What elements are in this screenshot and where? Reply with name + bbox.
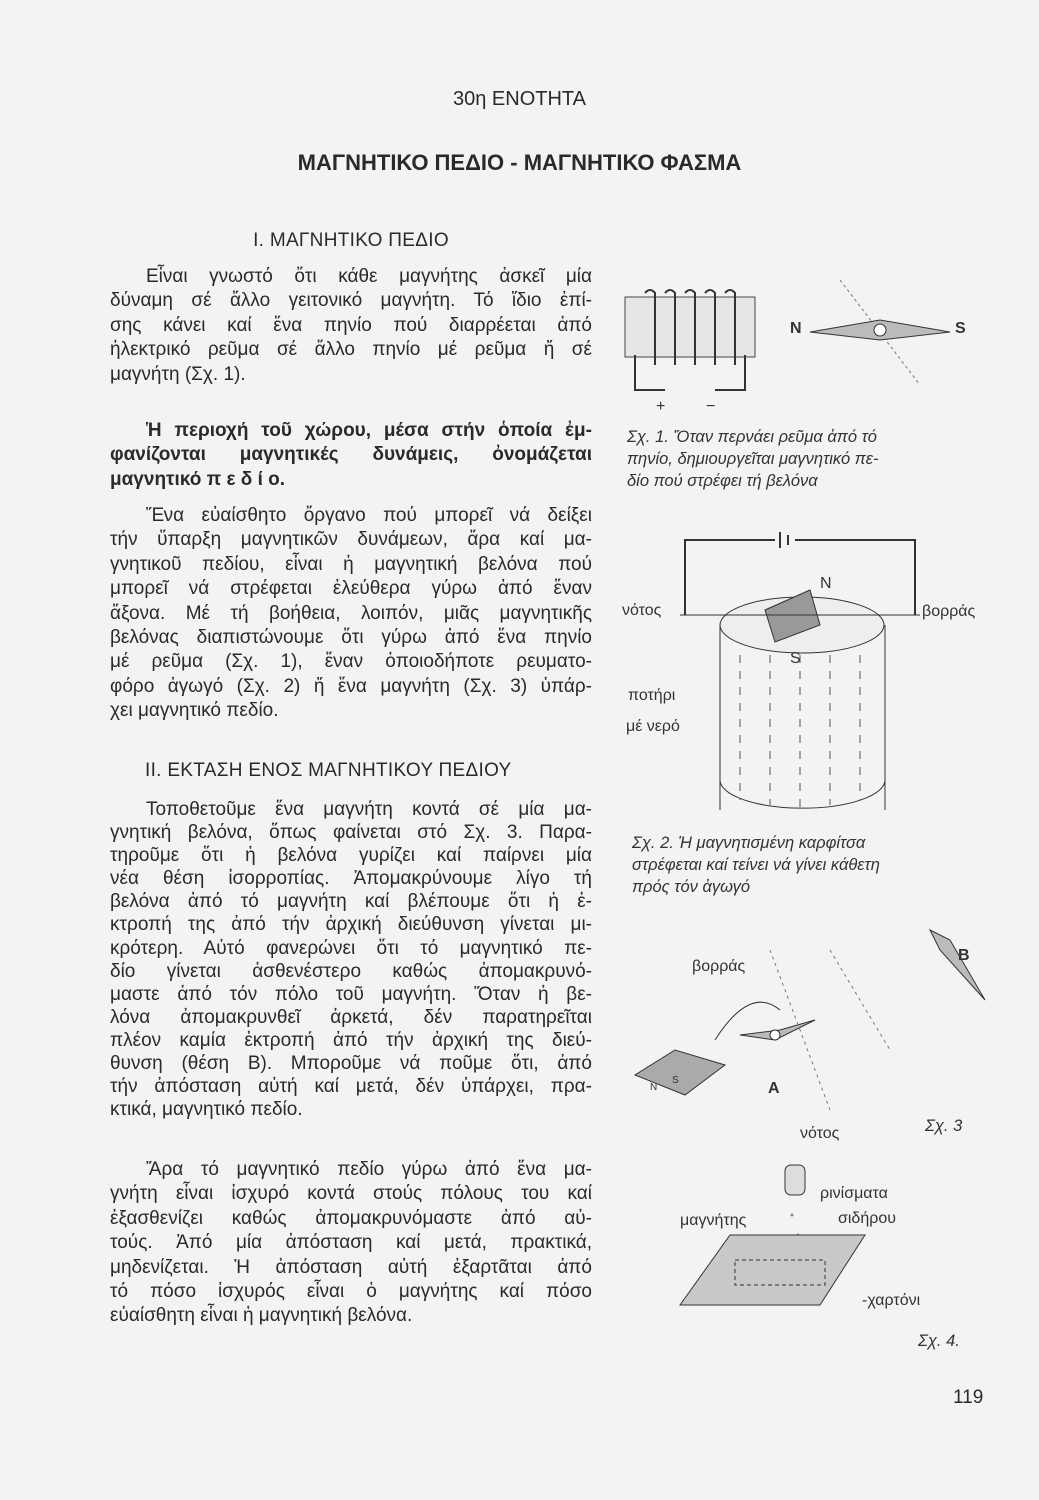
cardboard-label: -χαρτόνι [862, 1292, 921, 1309]
text-line: πρός τόν ἀγωγό [632, 878, 751, 896]
text-line: στρέφεται καί τείνει νά γίνει κάθετη [632, 856, 880, 874]
minus-terminal: − [706, 398, 716, 415]
south-pole-label: S [955, 320, 966, 337]
filings-label-2: σιδήρου [838, 1210, 896, 1227]
position-b-label: B [958, 947, 970, 964]
needle-s-label: S [790, 650, 801, 667]
compass-needle-icon [810, 280, 950, 390]
glass-label: ποτήρι [628, 687, 676, 704]
text-line: μπορεῖ νά στρέφεται ἐλεύθερα γύρω ἀπό ἕναν [110, 578, 592, 600]
text-line: Ἡ περιοχή τοῦ χώρου, μέσα στήν ὁποία ἐμ- [146, 420, 592, 441]
text-line: κρότερη. Αὐτό φανερώνει ὅτι τό μαγνητικό πε- [110, 937, 592, 959]
text-line: γνητική βελόνα, ὅπως φαίνεται στό Σχ. 3. Παρα- [110, 822, 592, 844]
text-line: φόρο ἀγωγό (Σχ. 2) ἤ ἕνα μαγνήτη (Σχ. 3) ὑπάρ- [110, 675, 592, 697]
text-line: Τοποθετοῦμε ἕνα μαγνήτη κοντά σέ μία μα- [146, 799, 592, 820]
text-line: Εἶναι γνωστό ὅτι κάθε μαγνήτης ἀσκεῖ μία [146, 266, 592, 287]
south-label: νότος [800, 1125, 840, 1142]
north-pole-label: N [790, 320, 802, 337]
text-line: λόνα ἀπομακρυνθεῖ ἀρκετά, δέν παρατηρεῖται [110, 1006, 592, 1028]
position-a-label: A [768, 1080, 780, 1097]
south-label: νότος [622, 602, 662, 619]
text-line: κτροπή της ἀπό τήν ἀρχική διεύθυνση γίνεται μι- [110, 914, 592, 936]
text-line: γνήτη εἶναι ἰσχυρό κοντά στούς πόλους του καί [110, 1183, 592, 1205]
text-line: Ἄρα τό μαγνητικό πεδίο γύρω ἀπό ἕνα μα- [146, 1159, 592, 1180]
text-line: τούς. Ἀπό μία ἀπόσταση καί μετά, πρακτικά, [110, 1232, 592, 1254]
magnet-s-label: S [672, 1075, 679, 1086]
magnet-n-label: N [650, 1082, 658, 1093]
text-line: μαγνητικό π ε δ ί ο. [110, 468, 286, 490]
unit-label: 30η ΕΝΟΤΗΤΑ [453, 88, 586, 110]
text-line: βελόνας διαπιστώνουμε ὅτι γύρω ἀπό ἕνα πηνίο [110, 626, 592, 648]
text-line: μέ ρεῦμα (Σχ. 1), ἕναν ὁποιοδήποτε ρευματο- [110, 651, 592, 673]
text-line: δίο πού στρέφει τή βελόνα [627, 472, 818, 490]
section-1-paragraph-1 [110, 265, 592, 387]
filings-label-1: ρινίσματα [820, 1185, 888, 1202]
text-line: κτικά, μαγνητικό πεδίο. [110, 1099, 303, 1121]
section-2-heading: II. ΕΚΤΑΣΗ ΕΝΟΣ ΜΑΓΝΗΤΙΚΟΥ ΠΕΔΙΟΥ [145, 760, 512, 781]
text-line: νέα θέση ἰσορροπίας. Ἀπομακρύνουμε λίγο τή [110, 868, 592, 890]
page-title: ΜΑΓΝΗΤΙΚΟ ΠΕΔΙΟ - ΜΑΓΝΗΤΙΚΟ ΦΑΣΜΑ [297, 150, 742, 175]
coil-diagram [620, 285, 760, 400]
needle-n-label: N [820, 575, 832, 592]
magnet-label: μαγνήτης [680, 1212, 747, 1229]
text-line: ἄξονα. Μέ τή βοήθεια, λοιπόν, μιᾶς μαγνητικῆς [110, 602, 592, 624]
definition-paragraph [110, 419, 592, 492]
text-line: γνητικοῦ πεδίου, εἶναι ἡ μαγνητική βελόνα πού [110, 553, 592, 575]
text-line: εὐαίσθητη εἶναι ἡ μαγνητική βελόνα. [110, 1305, 413, 1327]
figure-1-caption [627, 426, 879, 492]
section-2-paragraph-2 [110, 1158, 592, 1329]
text-line: τήν ὕπαρξη μαγνητικῶν δυνάμεων, ἄρα καί μα- [110, 529, 592, 551]
text-line: μηδενίζεται. Ἡ ἀπόσταση αὐτή ἐξαρτᾶται ἀπό [110, 1256, 592, 1278]
section-1-heading: I. ΜΑΓΝΗΤΙΚΟ ΠΕΔΙΟ [253, 230, 449, 251]
text-line: τό πόσο ἰσχυρός εἶναι ὁ μαγνήτης καί πόσο [110, 1280, 592, 1302]
text-line: πλέον καμία ἐκτροπή ἀπό τήν ἀρχική της διεύ- [110, 1029, 592, 1051]
text-line: Σχ. 2. Ἡ μαγνητισμένη καρφίτσα [632, 834, 866, 852]
text-line: Σχ. 1. Ὅταν περνάει ρεῦμα ἀπό τό [627, 428, 877, 446]
section-1-paragraph-2 [110, 504, 592, 724]
section-2-paragraph-1 [110, 798, 592, 1121]
north-label: βορράς [692, 958, 746, 975]
plus-terminal: + [656, 398, 666, 415]
text-line: μαγνήτη (Σχ. 1). [110, 363, 246, 385]
figure-3-caption: Σχ. 3 [925, 1117, 963, 1135]
figure-2-caption [632, 832, 880, 898]
text-line: τηροῦμε ὅτι ἡ βελόνα γυρίζει καί παίρνει μία [110, 845, 592, 867]
figure-4-caption: Σχ. 4. [918, 1332, 960, 1350]
text-line: πηνίο, δημιουργεῖται μαγνητικό πε- [627, 450, 879, 468]
text-line: βελόνα ἀπό τό μαγνήτη καί βλέπουμε ὅτι ἡ ἐ- [110, 891, 592, 913]
text-line: θυνση (θέση Β). Μποροῦμε νά ποῦμε ὅτι, ἀπό [110, 1053, 592, 1075]
text-line: φανίζονται μαγνητικές δυνάμεις, ὀνομάζεται [110, 444, 592, 466]
text-line: ἐξασθενίζει καθώς ἀπομακρυνόμαστε ἀπό αὐ- [110, 1207, 592, 1229]
text-line: χει μαγνητικό πεδίο. [110, 700, 279, 722]
page-number: 119 [953, 1387, 984, 1408]
text-line: ἠλεκτρικό ρεῦμα σέ ἄλλο πηνίο μέ ρεῦμα ἤ σέ [110, 339, 592, 361]
text-line: Ἕνα εὐαίσθητο ὄργανο πού μπορεῖ νά δείξει [146, 505, 592, 526]
text-line: δύναμη σέ ἄλλο γειτονικό μαγνήτη. Τό ἴδιο ἐπί- [110, 290, 592, 312]
text-line: σης κάνει καί ἕνα πηνίο πού διαρρέεται ἀπό [110, 314, 592, 336]
text-line: μαστε ἀπό τόν πόλο τοῦ μαγνήτη. Ὅταν ἡ βε- [110, 983, 592, 1005]
text-line: τήν ἀπόσταση αὐτή καί μετά, δέν ὑπάρχει, πρα- [110, 1076, 592, 1098]
north-label: βορράς [922, 603, 976, 620]
text-line: δίο γίνεται ἀσθενέστερο καθώς ἀπομακρυνό- [110, 960, 592, 982]
glass-circuit-diagram [680, 530, 920, 810]
magnet-needle-diagram [630, 910, 990, 1110]
water-label: μέ νερό [626, 718, 680, 735]
